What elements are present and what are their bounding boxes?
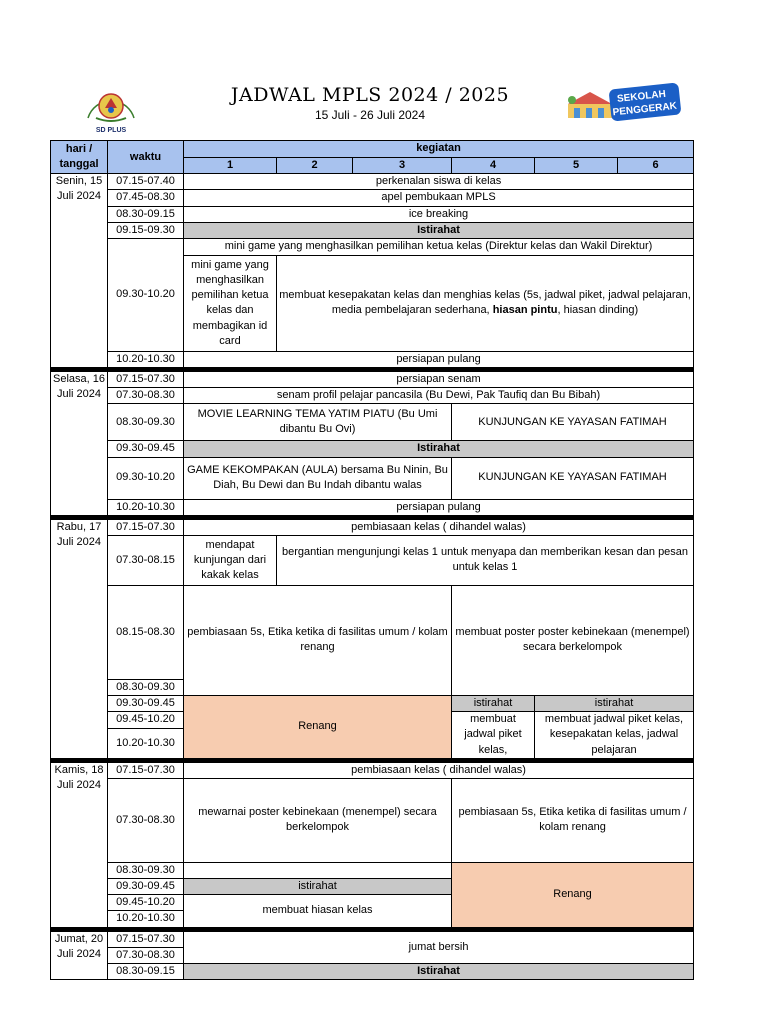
date-range: 15 Juli - 26 Juli 2024 (314, 108, 426, 122)
break-cell: istirahat (452, 696, 535, 712)
break-cell: istirahat (184, 879, 452, 895)
day-label-senin: Senin, 15 Juli 2024 (51, 174, 108, 368)
day-label-kamis: Kamis, 18 Juli 2024 (51, 762, 108, 927)
break-cell: Istirahat (184, 441, 694, 457)
activity-cell: mini game yang menghasilkan pemilihan ketua kelas (Direktur kelas dan Wakil Direktur) (184, 238, 694, 255)
time-cell: 07.15-07.30 (108, 372, 184, 388)
svg-text:SEKOLAH: SEKOLAH (616, 88, 667, 105)
break-cell: istirahat (535, 696, 694, 712)
time-cell: 10.20-10.30 (108, 499, 184, 515)
activity-cell: membuat poster poster kebinekaan (menempel) secara berkelompok (452, 585, 694, 695)
day-label-jumat: Jumat, 20 Juli 2024 (51, 931, 108, 980)
activity-cell: persiapan pulang (184, 499, 694, 515)
time-cell: 09.30-09.45 (108, 879, 184, 895)
col-header-activity: kegiatan (184, 141, 694, 158)
group-header-2: 2 (277, 158, 353, 174)
time-cell: 07.45-08.30 (108, 190, 184, 206)
activity-cell: perkenalan siswa di kelas (184, 174, 694, 190)
time-cell: 07.15-07.30 (108, 931, 184, 947)
time-cell: 07.30-08.30 (108, 778, 184, 862)
activity-cell: ice breaking (184, 206, 694, 222)
time-cell: 10.20-10.30 (108, 911, 184, 927)
break-cell: Istirahat (184, 963, 694, 979)
activity-cell: pembiasaan kelas ( dihandel walas) (184, 519, 694, 535)
time-cell: 07.30-08.30 (108, 388, 184, 404)
activity-cell: membuat hiasan kelas (184, 895, 452, 927)
time-cell: 07.15-07.30 (108, 762, 184, 778)
time-cell: 08.30-09.15 (108, 963, 184, 979)
swimming-cell: Renang (452, 862, 694, 927)
group-header-4: 4 (452, 158, 535, 174)
time-cell: 09.30-09.45 (108, 441, 184, 457)
time-cell: 08.30-09.30 (108, 862, 184, 878)
group-header-3: 3 (353, 158, 452, 174)
time-cell: 07.30-08.30 (108, 947, 184, 963)
activity-cell: persiapan pulang (184, 351, 694, 367)
schedule-table (50, 140, 694, 980)
activity-cell: pembiasaan 5s, Etika ketika di fasilitas umum / kolam renang (452, 778, 694, 862)
activity-cell: MOVIE LEARNING TEMA YATIM PIATU (Bu Umi dibantu Bu Ovi) (184, 404, 452, 441)
time-cell: 07.15-07.30 (108, 519, 184, 535)
page-title: JADWAL MPLS 2024 / 2025 (230, 84, 510, 106)
day-label-selasa: Selasa, 16 Juli 2024 (51, 372, 108, 516)
time-cell: 10.20-10.30 (108, 351, 184, 367)
activity-cell: membuat kesepakatan kelas dan menghias kelas (5s, jadwal piket, jadwal pelajaran, media pembelajaran sederhana, hiasan pintu, hiasan dinding) (277, 255, 694, 351)
activity-cell: pembiasaan kelas ( dihandel walas) (184, 762, 694, 778)
day-label-rabu: Rabu, 17 Juli 2024 (51, 519, 108, 758)
break-cell: Istirahat (184, 222, 694, 238)
activity-cell (184, 862, 452, 878)
activity-cell: membuat jadwal piket kelas, kesepakatan kelas, jadwal pelajaran (535, 712, 694, 759)
activity-cell: persiapan senam (184, 372, 694, 388)
activity-cell: senam profil pelajar pancasila (Bu Dewi, Pak Taufiq dan Bu Bibah) (184, 388, 694, 404)
time-cell: 07.30-08.15 (108, 535, 184, 585)
activity-cell: bergantian mengunjungi kelas 1 untuk menyapa dan memberikan kesan dan pesan untuk kelas 1 (277, 535, 694, 585)
time-cell: 10.20-10.30 (108, 728, 184, 758)
activity-cell: KUNJUNGAN KE YAYASAN FATIMAH (452, 404, 694, 441)
time-cell: 07.15-07.40 (108, 174, 184, 190)
time-cell: 09.30-10.20 (108, 238, 184, 351)
time-cell: 08.30-09.15 (108, 206, 184, 222)
group-header-5: 5 (535, 158, 618, 174)
sekolah-penggerak-logo (568, 80, 686, 124)
col-header-day: hari / tanggal (51, 141, 108, 174)
time-cell: 09.30-09.45 (108, 696, 184, 712)
activity-cell: jumat bersih (184, 931, 694, 963)
swimming-cell: Renang (184, 696, 452, 759)
activity-cell: mendapat kunjungan dari kakak kelas (184, 535, 277, 585)
time-cell: 08.30-09.30 (108, 679, 184, 695)
svg-text:PENGGERAK: PENGGERAK (612, 100, 678, 119)
time-cell: 08.30-09.30 (108, 404, 184, 441)
group-header-1: 1 (184, 158, 277, 174)
time-cell: 08.15-08.30 (108, 585, 184, 679)
col-header-time: waktu (108, 141, 184, 174)
time-cell: 09.15-09.30 (108, 222, 184, 238)
time-cell: 09.45-10.20 (108, 712, 184, 728)
activity-cell: apel pembukaan MPLS (184, 190, 694, 206)
group-header-6: 6 (618, 158, 694, 174)
activity-cell: mini game yang menghasilkan pemilihan ketua kelas dan membagikan id card (184, 255, 277, 351)
activity-cell: membuat jadwal piket kelas, (452, 712, 535, 759)
svg-text:SD PLUS: SD PLUS (95, 127, 127, 134)
activity-cell: pembiasaan 5s, Etika ketika di fasilitas umum / kolam renang (184, 585, 452, 695)
time-cell: 09.30-10.20 (108, 457, 184, 499)
time-cell: 09.45-10.20 (108, 895, 184, 911)
activity-cell: GAME KEKOMPAKAN (AULA) bersama Bu Ninin, Bu Diah, Bu Dewi dan Bu Indah dibantu walas (184, 457, 452, 499)
activity-cell: mewarnai poster kebinekaan (menempel) secara berkelompok (184, 778, 452, 862)
activity-cell: KUNJUNGAN KE YAYASAN FATIMAH (452, 457, 694, 499)
